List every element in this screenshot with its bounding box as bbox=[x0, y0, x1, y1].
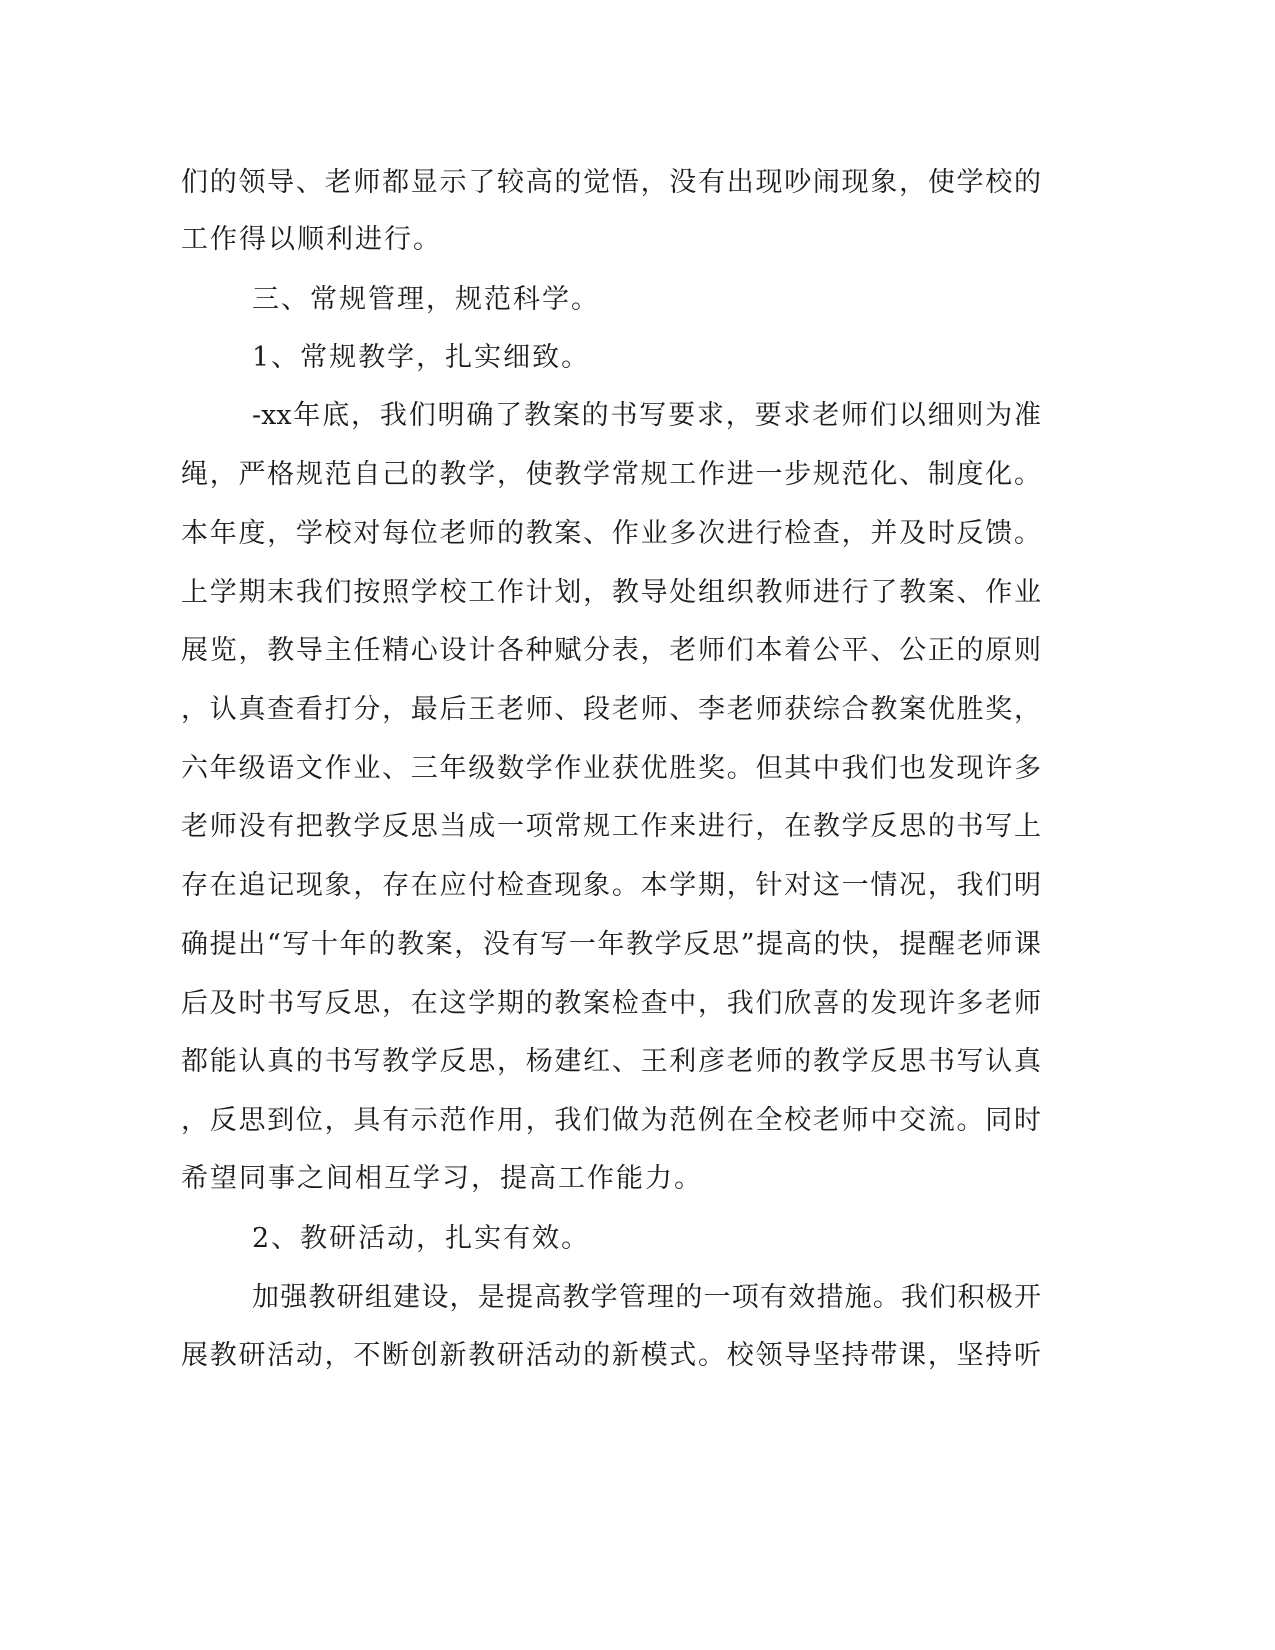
text-line: 希望同事之间相互学习，提高工作能力。 bbox=[181, 1163, 703, 1194]
text-line: ，认真查看打分，最后王老师、段老师、李老师获综合教案优胜奖， bbox=[181, 694, 1041, 725]
text-line: 加强教研组建设，是提高教学管理的一项有效措施。我们积极开 bbox=[252, 1282, 1041, 1313]
text-line: 六年级语文作业、三年级数学作业获优胜奖。但其中我们也发现许多 bbox=[181, 753, 1041, 784]
subsection-heading: 1、常规教学，扎实细致。 bbox=[252, 342, 591, 373]
text-line: ，反思到位，具有示范作用，我们做为范例在全校老师中交流。同时 bbox=[181, 1105, 1041, 1136]
text-line: 后及时书写反思，在这学期的教案检查中，我们欣喜的发现许多老师 bbox=[181, 988, 1041, 1019]
text-line: 都能认真的书写教学反思，杨建红、王利彦老师的教学反思书写认真 bbox=[181, 1046, 1041, 1077]
text-line: 展览，教导主任精心设计各种赋分表，老师们本着公平、公正的原则 bbox=[181, 635, 1041, 666]
text-line: 存在追记现象，存在应付检查现象。本学期，针对这一情况，我们明 bbox=[181, 870, 1041, 901]
text-line: 工作得以顺利进行。 bbox=[181, 224, 442, 255]
text-line: 展教研活动，不断创新教研活动的新模式。校领导坚持带课，坚持听 bbox=[181, 1340, 1041, 1371]
text-line: 老师没有把教学反思当成一项常规工作来进行，在教学反思的书写上 bbox=[181, 811, 1041, 842]
text-line: 绳，严格规范自己的教学，使教学常规工作进一步规范化、制度化。 bbox=[181, 459, 1041, 490]
text-line: 们的领导、老师都显示了较高的觉悟，没有出现吵闹现象，使学校的 bbox=[181, 167, 1041, 198]
subsection-heading: 2、教研活动，扎实有效。 bbox=[252, 1223, 591, 1254]
text-line: 确提出“写十年的教案，没有写一年教学反思”提高的快，提醒老师课 bbox=[181, 929, 1041, 960]
text-line: 本年度，学校对每位老师的教案、作业多次进行检查，并及时反馈。 bbox=[181, 518, 1041, 549]
section-heading: 三、常规管理，规范科学。 bbox=[252, 284, 600, 315]
text-line: 上学期末我们按照学校工作计划，教导处组织教师进行了教案、作业 bbox=[181, 577, 1041, 608]
text-line: -xx年底，我们明确了教案的书写要求，要求老师们以细则为准 bbox=[252, 400, 1041, 431]
